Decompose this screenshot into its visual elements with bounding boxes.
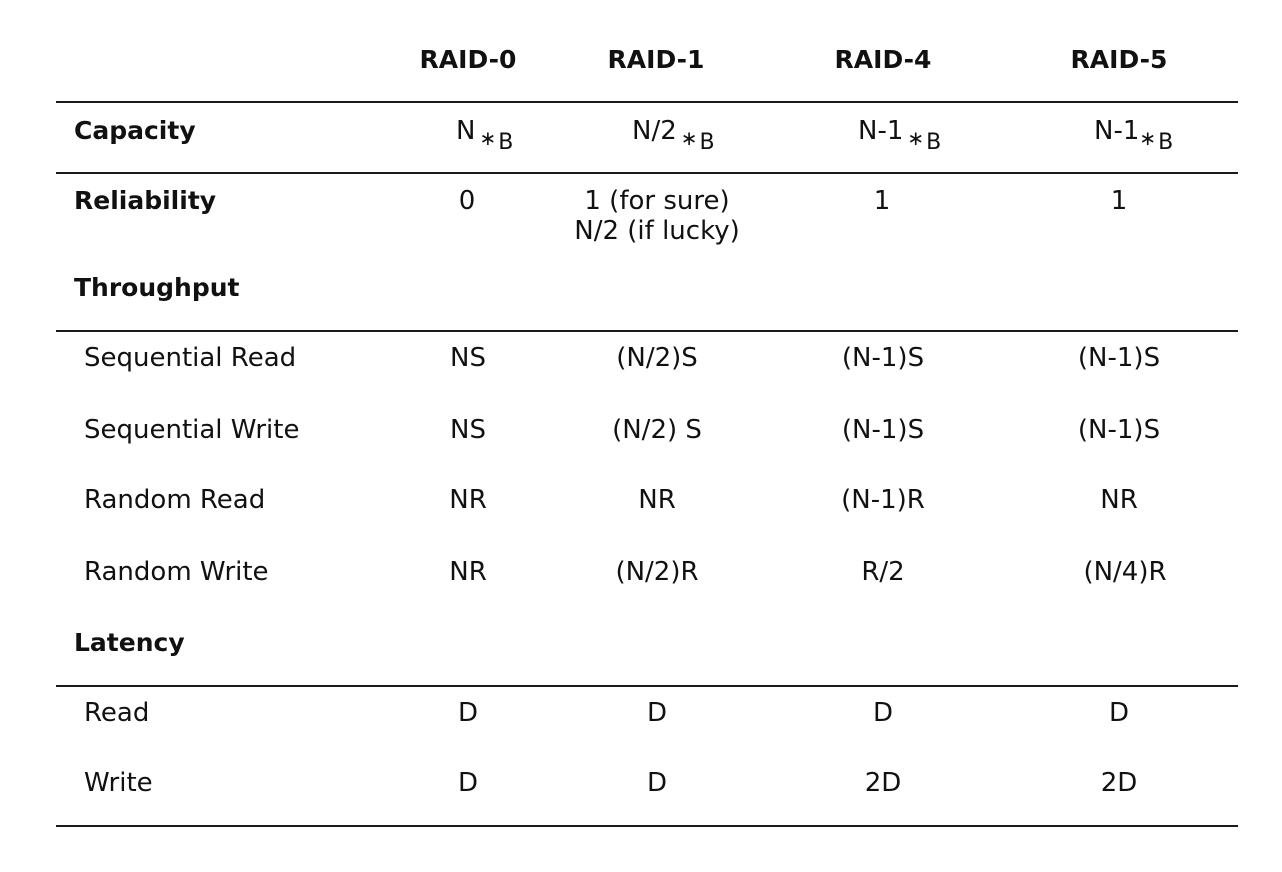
row-label-latency-write: Write: [84, 768, 153, 798]
capacity-value: N-1: [1094, 116, 1140, 146]
reliability-raid4: 1: [873, 186, 891, 216]
random-write-raid0: NR: [449, 557, 487, 587]
section-label-throughput: Throughput: [74, 273, 240, 302]
capacity-raid4: [858, 114, 941, 160]
random-write-raid4: R/2: [861, 557, 905, 587]
latency-write-raid0: D: [457, 768, 479, 798]
capacity-unit: B: [699, 130, 715, 155]
column-header-raid5: RAID-5: [1070, 45, 1168, 74]
divider-throughput: [56, 330, 1238, 332]
latency-write-raid4: 2D: [864, 768, 902, 798]
latency-read-raid4: D: [872, 698, 894, 728]
sequential-read-raid1: (N/2)S: [616, 343, 698, 373]
capacity-multiplier: ∗: [680, 126, 698, 150]
capacity-multiplier: ∗: [907, 126, 925, 150]
capacity-value: N-1: [858, 116, 904, 146]
capacity-multiplier: ∗: [1139, 126, 1157, 150]
column-header-raid1: RAID-1: [607, 45, 705, 74]
column-header-raid4: RAID-4: [834, 45, 932, 74]
capacity-raid1: [632, 114, 715, 160]
reliability-raid1: [574, 186, 739, 246]
capacity-unit: B: [1158, 130, 1174, 155]
random-write-raid1: (N/2)R: [615, 557, 699, 587]
sequential-write-raid0: NS: [450, 415, 486, 445]
random-read-raid4: (N-1)R: [841, 485, 925, 515]
sequential-read-raid4: (N-1)S: [841, 343, 925, 373]
divider-header: [56, 101, 1238, 103]
section-label-latency: Latency: [74, 628, 185, 657]
row-label-capacity: Capacity: [74, 116, 196, 145]
sequential-write-raid4: (N-1)S: [841, 415, 925, 445]
row-label-random-read: Random Read: [84, 485, 266, 515]
reliability-raid5: 1: [1110, 186, 1128, 216]
latency-write-raid1: D: [646, 768, 668, 798]
latency-read-raid5: D: [1108, 698, 1130, 728]
reliability-raid1-line1: 1 (for sure): [584, 186, 730, 216]
random-write-raid5: (N/4)R: [1083, 557, 1167, 587]
column-header-raid0: RAID-0: [419, 45, 517, 74]
capacity-unit: B: [926, 130, 942, 155]
latency-write-raid5: 2D: [1100, 768, 1138, 798]
sequential-write-raid5: (N-1)S: [1077, 415, 1161, 445]
random-read-raid1: NR: [638, 485, 676, 515]
random-read-raid5: NR: [1100, 485, 1138, 515]
divider-bottom: [56, 825, 1238, 827]
row-label-sequential-read: Sequential Read: [84, 343, 297, 373]
latency-read-raid0: D: [457, 698, 479, 728]
random-read-raid0: NR: [449, 485, 487, 515]
capacity-unit: B: [498, 130, 514, 155]
latency-read-raid1: D: [646, 698, 668, 728]
row-label-latency-read: Read: [84, 698, 150, 728]
row-label-sequential-write: Sequential Write: [84, 415, 300, 445]
capacity-value: N/2: [632, 116, 677, 146]
sequential-write-raid1: (N/2) S: [612, 415, 702, 445]
capacity-multiplier: ∗: [479, 126, 497, 150]
divider-latency: [56, 685, 1238, 687]
divider-capacity: [56, 172, 1238, 174]
sequential-read-raid5: (N-1)S: [1077, 343, 1161, 373]
capacity-value: N: [456, 116, 476, 146]
row-label-random-write: Random Write: [84, 557, 269, 587]
sequential-read-raid0: NS: [450, 343, 486, 373]
capacity-raid0: [456, 114, 513, 160]
capacity-raid5: [1094, 114, 1173, 160]
reliability-raid0: 0: [458, 186, 476, 216]
reliability-raid1-line2: N/2 (if lucky): [574, 216, 740, 246]
row-label-reliability: Reliability: [74, 186, 217, 215]
